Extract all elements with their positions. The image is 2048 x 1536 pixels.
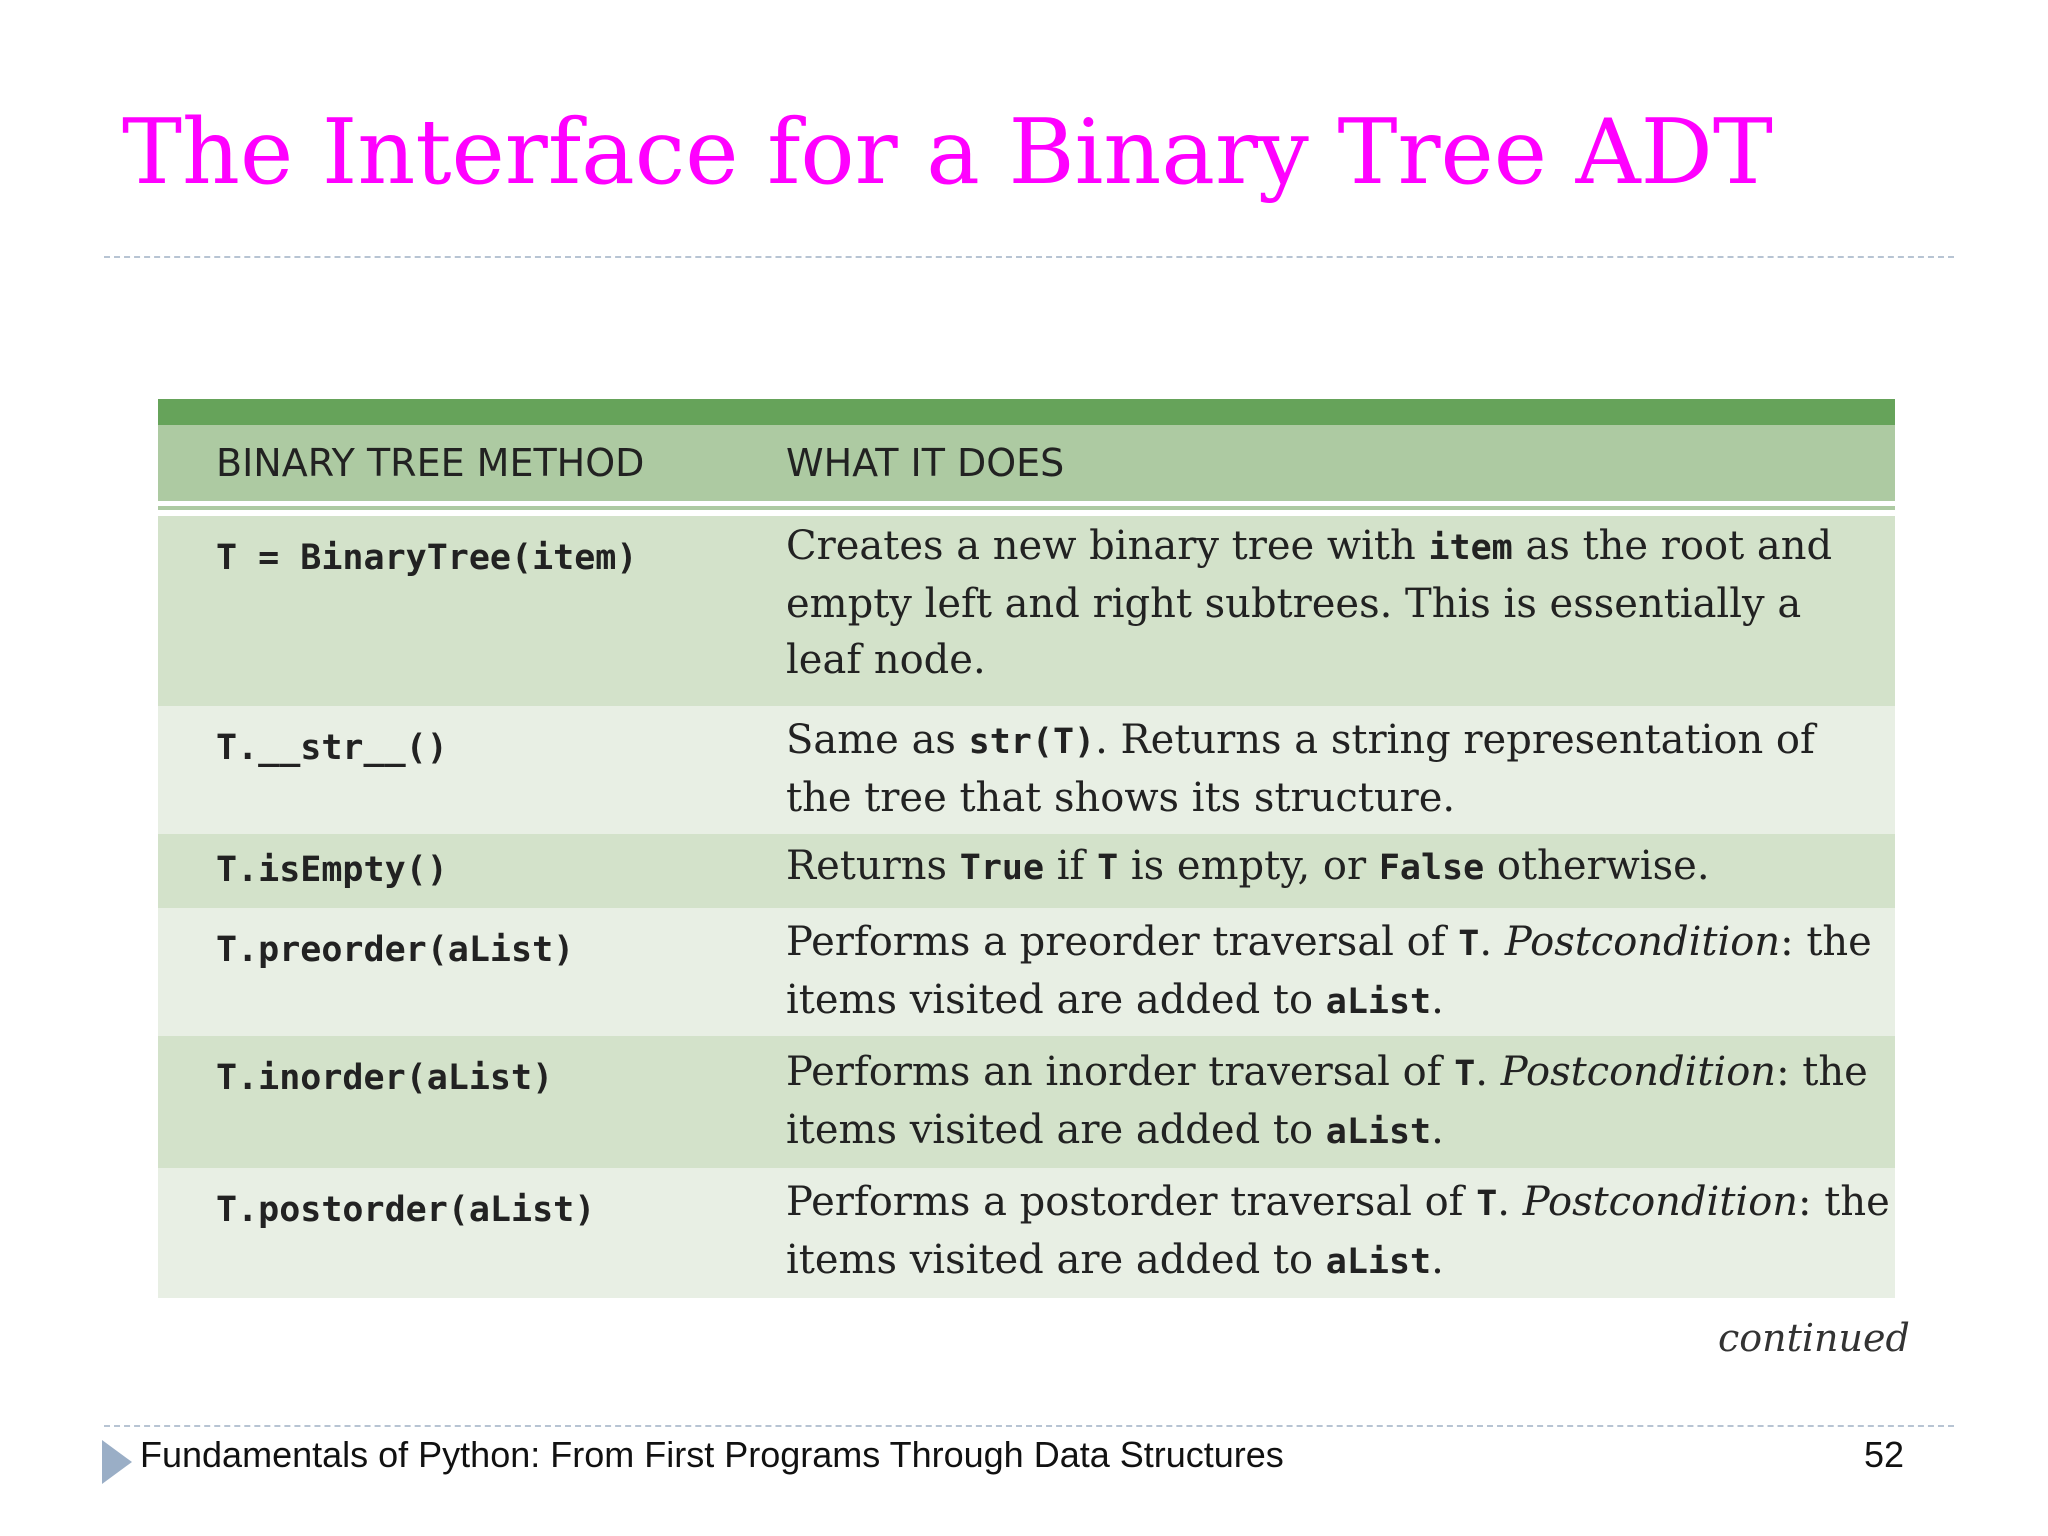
inline-code: T (1476, 1184, 1498, 1224)
description-text: : the (1780, 919, 1872, 965)
description-text: . (1475, 1049, 1501, 1095)
method-signature: T = BinaryTree(item) (216, 538, 638, 578)
description-text: Performs a preorder traversal of (786, 919, 1459, 965)
description-text: . (1431, 977, 1444, 1023)
method-signature: T.preorder(aList) (216, 930, 575, 970)
header-what-it-does: WHAT IT DOES (786, 441, 1065, 485)
table-row (158, 908, 1895, 1036)
method-description (786, 1174, 1890, 1290)
top-divider (104, 256, 1954, 258)
description-line (786, 838, 1876, 896)
description-line (786, 1102, 1876, 1160)
inline-code: False (1378, 848, 1485, 888)
method-signature: T.postorder(aList) (216, 1190, 596, 1230)
description-line (786, 712, 1876, 770)
italic-text: Postcondition (1522, 1179, 1799, 1225)
method-description (786, 712, 1876, 826)
description-text: leaf node. (786, 637, 986, 683)
description-text: otherwise. (1484, 843, 1710, 889)
method-description (786, 914, 1876, 1030)
inline-code: item (1428, 528, 1513, 568)
description-text: if (1044, 843, 1098, 889)
method-description (786, 518, 1876, 688)
description-text: Same as (786, 717, 969, 763)
header-method: BINARY TREE METHOD (216, 441, 645, 485)
description-text: : the (1776, 1049, 1868, 1095)
description-text: items visited are added to (786, 977, 1326, 1023)
page-number: 52 (1864, 1434, 1905, 1475)
table-row (158, 834, 1895, 908)
description-text: empty left and right subtrees. This is essentially a (786, 581, 1802, 627)
inline-code: T (1458, 924, 1480, 964)
description-text: . (1431, 1237, 1444, 1283)
description-text: . (1497, 1179, 1523, 1225)
inline-code: T (1454, 1054, 1476, 1094)
method-signature: T.inorder(aList) (216, 1058, 554, 1098)
description-text: Performs an inorder traversal of (786, 1049, 1455, 1095)
methods-table (158, 399, 1895, 1298)
description-line (786, 914, 1876, 972)
description-line (786, 1232, 1876, 1290)
table-header-row (158, 425, 1895, 501)
description-text: Returns (786, 843, 960, 889)
description-text: items visited are added to (786, 1237, 1326, 1283)
description-text: . (1431, 1107, 1444, 1153)
description-line (786, 632, 1876, 688)
description-text: items visited are added to (786, 1107, 1326, 1153)
inline-code: aList (1325, 1112, 1432, 1152)
description-text: Performs a postorder traversal of (786, 1179, 1477, 1225)
description-text: Creates a new binary tree with (786, 523, 1429, 569)
method-signature: T.__str__() (216, 728, 448, 768)
inline-code: True (959, 848, 1045, 888)
inline-code: T (1097, 848, 1119, 888)
description-line (786, 770, 1876, 826)
slide-title: The Interface for a Binary Tree ADT (122, 100, 1773, 205)
method-signature: T.isEmpty() (216, 850, 448, 890)
method-description (786, 838, 1876, 896)
table-body (158, 516, 1895, 1298)
description-line (786, 972, 1876, 1030)
footer-book-title: Fundamentals of Python: From First Programs Through Data Structures (140, 1434, 1284, 1475)
description-line (786, 1174, 1890, 1232)
description-text: the tree that shows its structure. (786, 775, 1456, 821)
table-top-bar (158, 399, 1895, 425)
table-row (158, 1036, 1895, 1168)
description-text: is empty, or (1118, 843, 1379, 889)
table-row (158, 706, 1895, 834)
italic-text: Postcondition (1504, 919, 1781, 965)
table-row (158, 1168, 1895, 1298)
method-description (786, 1044, 1876, 1160)
description-line (786, 1044, 1876, 1102)
description-text: . (1479, 919, 1505, 965)
italic-text: Postcondition (1500, 1049, 1777, 1095)
inline-code: str(T) (968, 722, 1096, 762)
description-text: . Returns a string representation of (1095, 717, 1815, 763)
table-row (158, 516, 1895, 706)
continued-note: continued (1718, 1316, 1910, 1360)
bottom-divider (104, 1425, 1954, 1427)
footer-arrow-icon (102, 1440, 132, 1484)
description-line (786, 518, 1876, 576)
inline-code: aList (1325, 1242, 1432, 1282)
description-text: as the root and (1512, 523, 1833, 569)
description-text: : the (1798, 1179, 1890, 1225)
inline-code: aList (1325, 982, 1432, 1022)
description-line (786, 576, 1876, 632)
